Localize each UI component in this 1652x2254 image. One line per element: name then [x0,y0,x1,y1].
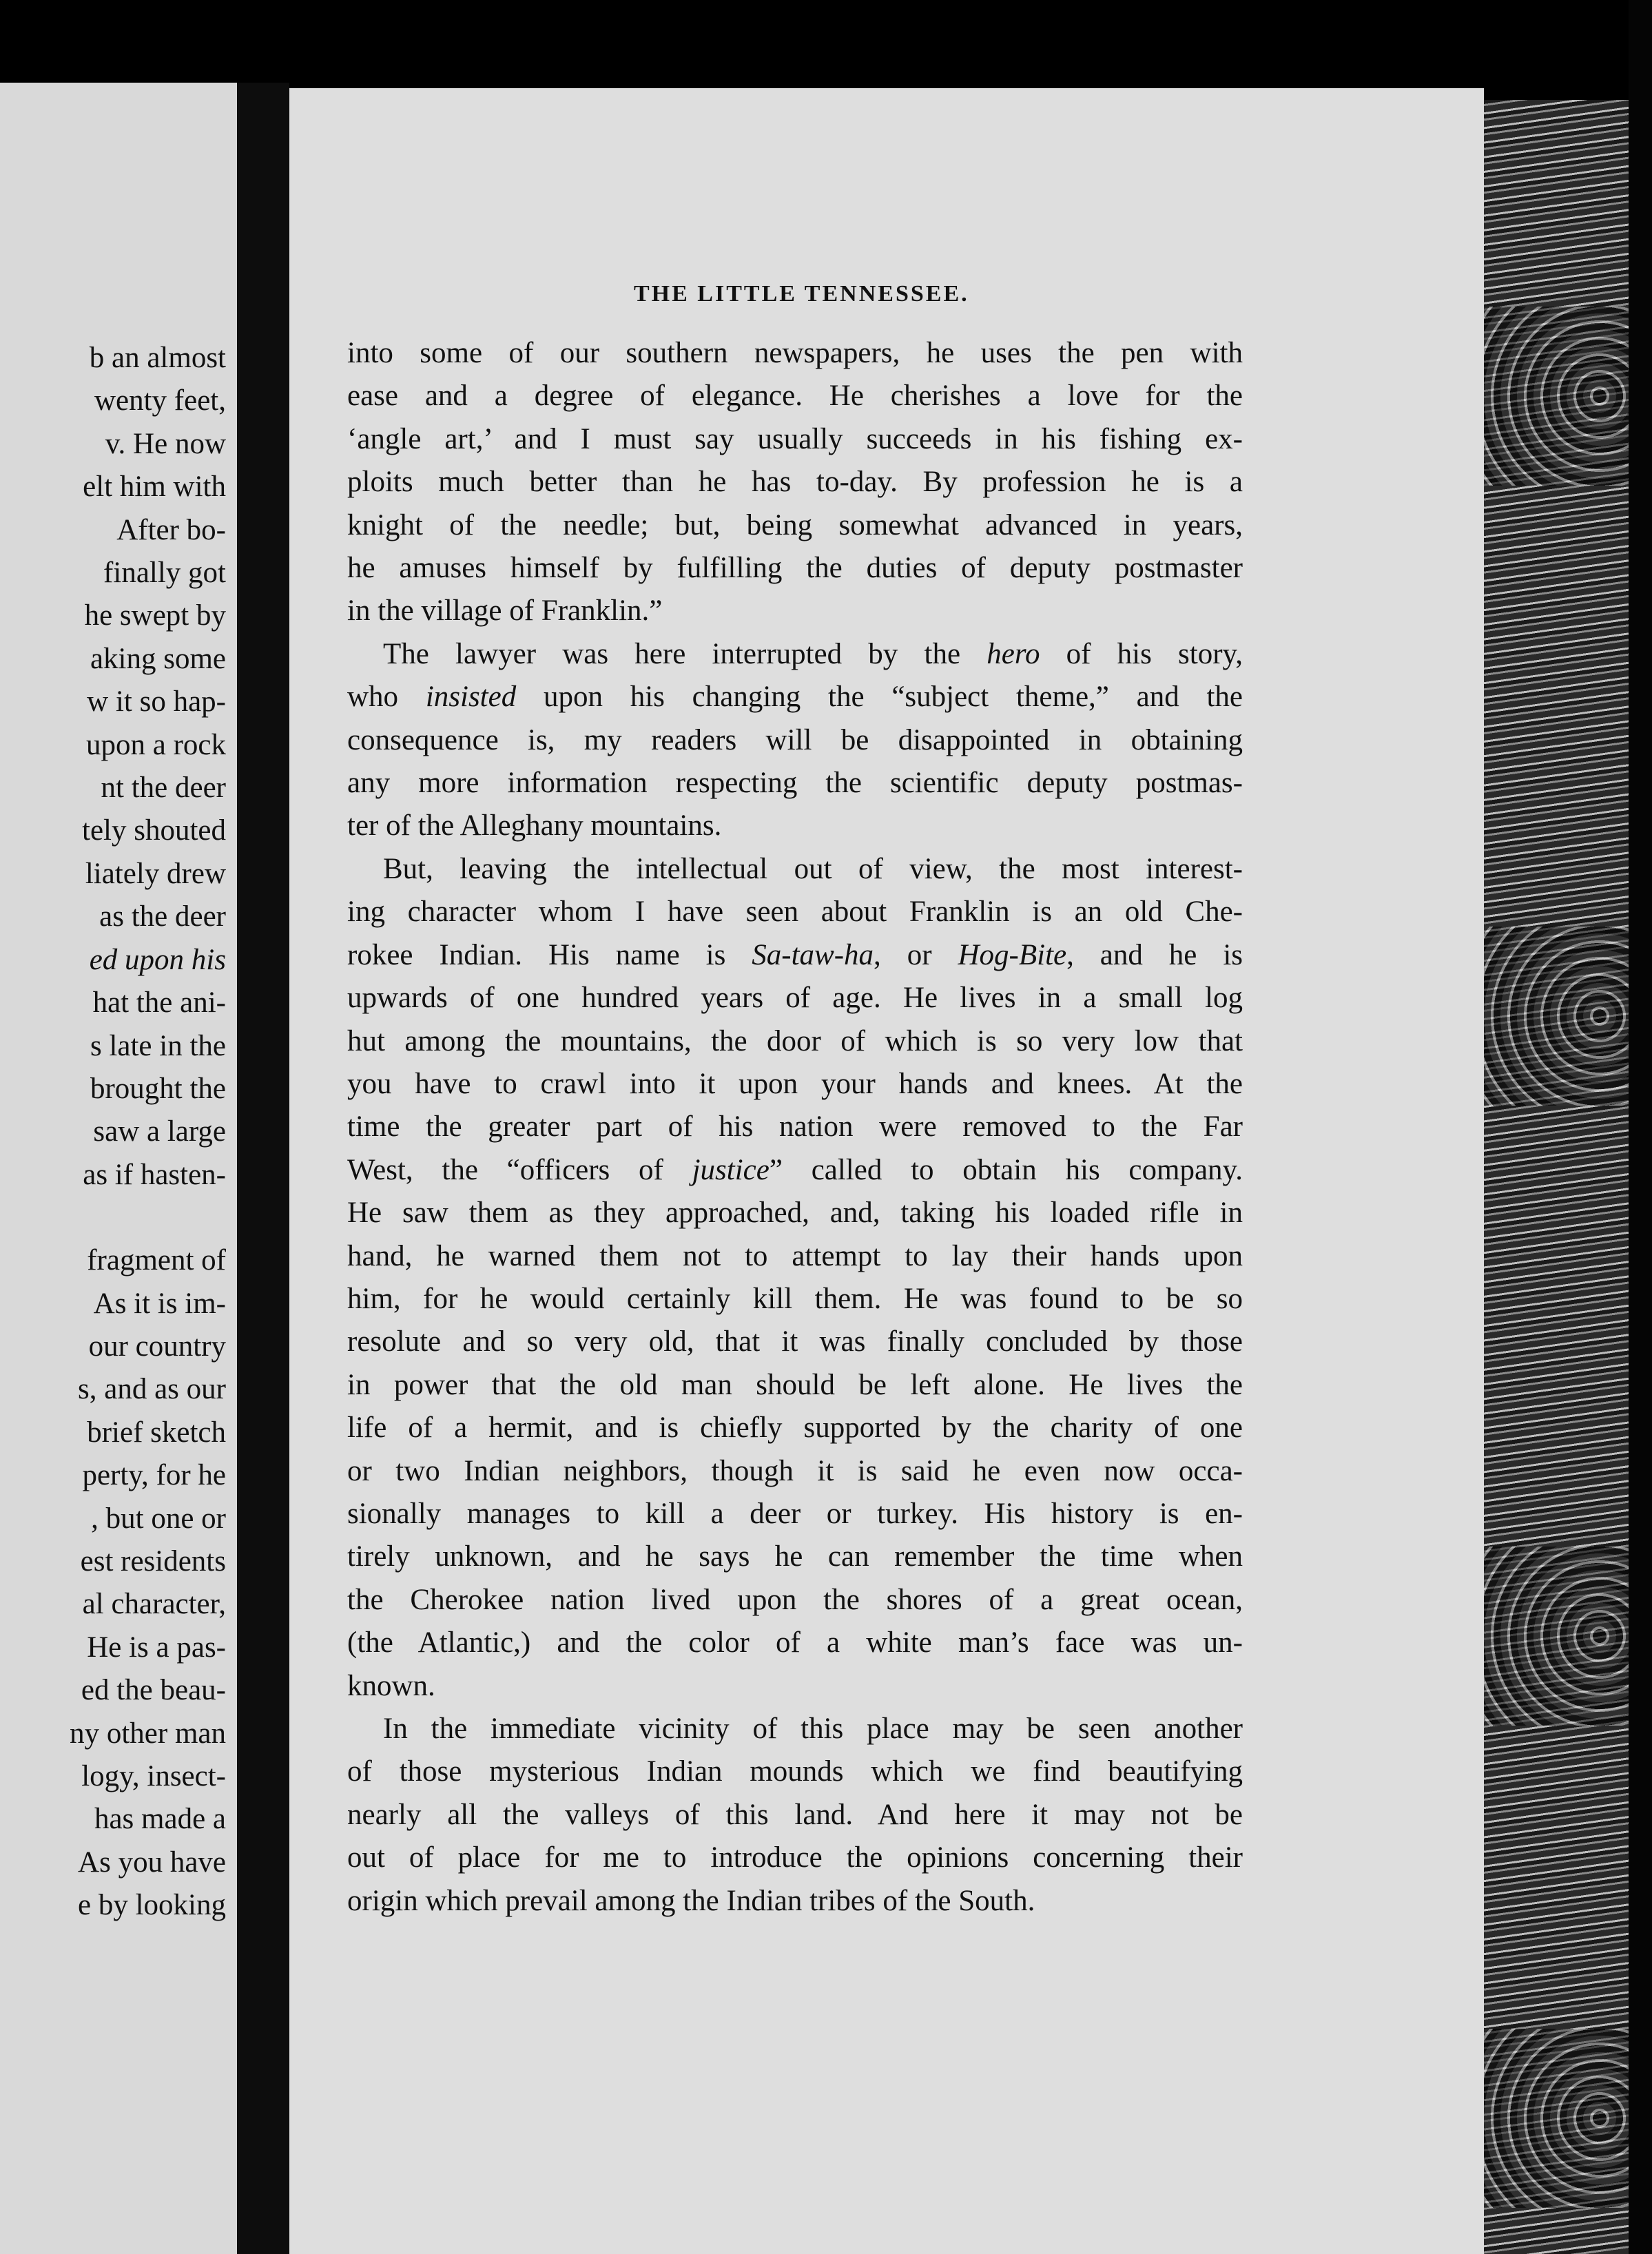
previous-page-line: He is a pas- [87,1631,226,1664]
text-line: he amuses himself by fulfilling the duties of deputy postmaster [347,552,1243,585]
text-line: In the immediate vicinity of this place may be seen another [383,1713,1243,1745]
paragraph [347,332,1243,633]
previous-page-line: , but one or [91,1502,226,1535]
previous-page-line: ny other man [70,1717,226,1750]
text-line: ease and a degree of elegance. He cherishes a love for the [347,380,1243,413]
page-body [347,332,1243,1923]
previous-page-line: brief sketch [87,1416,226,1449]
previous-page-line: nt the deer [101,772,226,805]
previous-page-line: brought the [90,1072,226,1105]
text-line: hand, he warned them not to attempt to lay their hands upon [347,1239,1243,1272]
text-line: He saw them as they approached, and, taking his loaded rifle in [347,1197,1243,1230]
previous-page-line: elt him with [83,471,226,504]
previous-page-line: b an almost [89,342,226,374]
text-line: knight of the needle; but, being somewhat advanced in years, [347,508,1243,541]
text-line: But, leaving the intellectual out of view, the most interest- [383,852,1243,885]
previous-page-line: hat the ani- [92,986,226,1020]
text-line: ‘angle art,’ and I must say usually succeeds in his fishing ex- [347,422,1243,455]
previous-page-line: he swept by [84,599,226,632]
book-gutter [237,83,289,2254]
text-line: time the greater part of his nation were removed to the Far [347,1110,1243,1144]
previous-page-line: fragment of [87,1244,226,1277]
previous-page-line: as the deer [99,900,226,933]
previous-page-line: ed the beau- [81,1674,226,1707]
running-title: THE LITTLE TENNESSEE. [634,281,969,307]
text-line: ing character whom I have seen about Franklin is an old Che- [347,896,1243,929]
text-line: any more information respecting the scientific deputy postmas- [347,767,1243,800]
previous-page-line: s, and as our [78,1373,226,1406]
previous-page-text [0,337,226,1927]
previous-page-line: upon a rock [86,728,226,761]
text-line: resolute and so very old, that it was finally concluded by those [347,1325,1243,1358]
paragraph [347,1708,1243,1923]
previous-page-line: v. He now [105,427,226,460]
text-line: you have to crawl into it upon your hands and knees. At the [347,1067,1243,1100]
previous-page-line: wenty feet, [94,384,226,417]
previous-page-line: w it so hap- [87,685,226,718]
previous-page-line: As it is im- [93,1287,226,1320]
text-line: The lawyer was here interrupted by the hero of his story, [383,637,1243,670]
text-line: origin which prevail among the Indian tribes of the South. [347,1884,1035,1917]
paragraph [347,633,1243,848]
paragraph [347,848,1243,1708]
previous-page-line: our country [88,1330,226,1363]
text-line: tirely unknown, and he says he can remember the time when [347,1540,1243,1573]
text-line: into some of our southern newspapers, he uses the pen with [347,337,1243,369]
text-line: West, the “officers of justice” called to obtain his company. [347,1153,1243,1186]
text-line: out of place for me to introduce the opinions concerning their [347,1841,1243,1874]
previous-page-line: est residents [80,1544,226,1578]
previous-page-line: saw a large [93,1115,226,1148]
previous-page-line: as if hasten- [83,1158,226,1191]
text-line: ploits much better than he has to-day. By profession he is a [347,466,1243,499]
previous-page-fragment [0,83,237,2254]
scan-border [1629,0,1652,2254]
text-line: nearly all the valleys of this land. And here it may not be [347,1798,1243,1831]
previous-page-line: aking some [90,642,226,675]
text-line: (the Atlantic,) and the color of a white man’s face was un- [347,1626,1243,1660]
running-head [634,274,1540,316]
text-line: life of a hermit, and is chiefly supported by the charity of one [347,1412,1243,1445]
text-line: who insisted upon his changing the “subject theme,” and the [347,681,1243,714]
text-line: upwards of one hundred years of age. He lives in a small log [347,982,1243,1015]
previous-page-line: ed upon his [89,943,226,976]
previous-page-line: tely shouted [82,814,226,847]
text-line: in the village of Franklin.” [347,594,663,628]
book-page [289,88,1484,2254]
text-line: the Cherokee nation lived upon the shores of a great ocean, [347,1583,1243,1616]
previous-page-line: finally got [103,557,226,590]
previous-page-line: s late in the [90,1029,226,1062]
previous-page-line: perty, for he [82,1459,226,1492]
text-line: hut among the mountains, the door of which is so very low that [347,1024,1243,1057]
text-line: of those mysterious Indian mounds which we find beautifying [347,1755,1243,1788]
previous-page-line: After bo- [116,513,226,546]
text-line: known. [347,1669,435,1702]
text-line: rokee Indian. His name is Sa-taw-ha, or Hog-Bite, and he is [347,938,1243,971]
text-line: or two Indian neighbors, though it is said he even now occa- [347,1454,1243,1487]
text-line: in power that the old man should be left alone. He lives the [347,1368,1243,1401]
previous-page-line: e by looking [78,1889,226,1922]
text-line: ter of the Alleghany mountains. [347,809,722,842]
text-line: him, for he would certainly kill them. He was found to be so [347,1282,1243,1315]
previous-page-line: has made a [94,1803,226,1836]
text-line: sionally manages to kill a deer or turkey. His history is en- [347,1497,1243,1530]
previous-page-line: al character, [82,1588,226,1621]
marbled-page-edge [1484,100,1629,2254]
previous-page-line: As you have [78,1845,226,1879]
text-line: consequence is, my readers will be disappointed in obtaining [347,723,1243,756]
previous-page-line: logy, insect- [81,1760,226,1792]
previous-page-line: liately drew [85,857,226,890]
